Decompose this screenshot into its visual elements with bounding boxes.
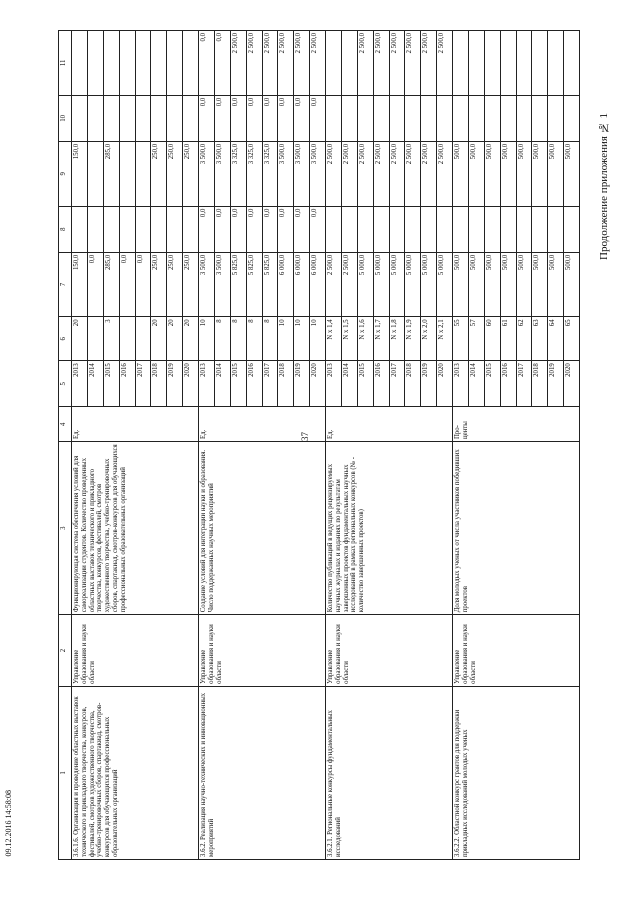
funding-cell-c11 [167, 31, 183, 96]
funding-cell-c8 [135, 206, 151, 252]
funding-cell-c11 [326, 31, 342, 96]
column-header: 5 [59, 361, 72, 407]
funding-cell-c9: 2 500,0 [437, 141, 453, 206]
indicator-value-cell: 60 [484, 317, 500, 361]
year-cell: 2019 [421, 361, 437, 407]
funding-cell-c10 [389, 95, 405, 141]
funding-cell-c11 [500, 31, 516, 96]
table-row [72, 31, 88, 860]
funding-cell-c11: 2 500,0 [405, 31, 421, 96]
funding-cell-c7: 500,0 [484, 252, 500, 317]
column-header: 3 [59, 442, 72, 615]
year-cell: 2020 [564, 361, 580, 407]
year-cell: 2020 [183, 361, 199, 407]
funding-cell-c9: 250,0 [151, 141, 167, 206]
funding-cell-c11: 2 500,0 [278, 31, 294, 96]
funding-cell-c9: 3 500,0 [294, 141, 310, 206]
funding-cell-c8 [468, 206, 484, 252]
funding-cell-c7: 5 000,0 [389, 252, 405, 317]
funding-cell-c7: 5 000,0 [405, 252, 421, 317]
executor-cell: Управление образования и науки области [453, 615, 580, 687]
funding-cell-c10 [167, 95, 183, 141]
funding-cell-c11 [183, 31, 199, 96]
funding-cell-c8 [516, 206, 532, 252]
funding-cell-c11 [341, 31, 357, 96]
funding-cell-c9 [87, 141, 103, 206]
funding-cell-c10: 0,0 [310, 95, 326, 141]
funding-cell-c9: 500,0 [468, 141, 484, 206]
year-cell: 2018 [278, 361, 294, 407]
funding-cell-c8 [119, 206, 135, 252]
executor-cell: Управление образования и науки области [326, 615, 453, 687]
year-cell: 2016 [246, 361, 262, 407]
funding-cell-c11 [135, 31, 151, 96]
funding-cell-c7: 500,0 [468, 252, 484, 317]
year-cell: 2013 [453, 361, 469, 407]
indicator-value-cell: 8 [214, 317, 230, 361]
funding-cell-c7: 3 500,0 [199, 252, 215, 317]
year-cell: 2019 [548, 361, 564, 407]
column-header: 8 [59, 206, 72, 252]
funding-cell-c9: 150,0 [72, 141, 88, 206]
funding-cell-c9: 3 325,0 [230, 141, 246, 206]
funding-cell-c7: 500,0 [564, 252, 580, 317]
event-cell: 3.6.2.2. Областной конкурс грантов для поддержки прикладных исследований молодых ученых [453, 686, 580, 859]
column-header: 7 [59, 252, 72, 317]
funding-cell-c8 [167, 206, 183, 252]
funding-cell-c10 [437, 95, 453, 141]
funding-cell-c8 [437, 206, 453, 252]
indicator-value-cell: 20 [72, 317, 88, 361]
funding-cell-c9: 500,0 [500, 141, 516, 206]
funding-cell-c9 [119, 141, 135, 206]
funding-cell-c10 [135, 95, 151, 141]
year-cell: 2013 [199, 361, 215, 407]
funding-cell-c11: 0,0 [199, 31, 215, 96]
indicator-value-cell: 65 [564, 317, 580, 361]
indicator-cell: Функционирующая система обеспечения условий для самореализации студентов. Количество проведенных областных выставок технического и прикладного творчества, конкурсов, фестивалей, смотров художественного творчества, учебно-тренировочных сборов, спартакиад, смотров-конкурсов для обучающихся профессиональных образовательных организаций [72, 442, 199, 615]
column-header: 6 [59, 317, 72, 361]
indicator-value-cell: 10 [278, 317, 294, 361]
funding-cell-c11: 2 500,0 [230, 31, 246, 96]
funding-cell-c11 [484, 31, 500, 96]
indicator-cell: Создание условий для интеграции науки и образования. Число поддержанных научных мероприятий [199, 442, 326, 615]
funding-cell-c11: 2 500,0 [294, 31, 310, 96]
funding-cell-c8 [532, 206, 548, 252]
year-cell: 2016 [119, 361, 135, 407]
funding-cell-c9: 2 500,0 [357, 141, 373, 206]
funding-cell-c10: 0,0 [294, 95, 310, 141]
indicator-value-cell: 20 [183, 317, 199, 361]
page-header: Продолжение приложения № 1 [598, 113, 610, 260]
funding-cell-c9: 3 325,0 [246, 141, 262, 206]
funding-cell-c7: 0,0 [135, 252, 151, 317]
funding-cell-c8 [103, 206, 119, 252]
funding-cell-c10 [548, 95, 564, 141]
funding-cell-c10 [500, 95, 516, 141]
funding-cell-c7: 5 000,0 [421, 252, 437, 317]
funding-cell-c8 [87, 206, 103, 252]
program-table-wrapper [58, 30, 580, 860]
funding-cell-c7: 2 500,0 [341, 252, 357, 317]
funding-cell-c8: 0,0 [278, 206, 294, 252]
funding-cell-c8 [183, 206, 199, 252]
indicator-value-cell: N x 2,0 [421, 317, 437, 361]
unit-cell: Про-центы [453, 407, 580, 442]
funding-cell-c10 [341, 95, 357, 141]
year-cell: 2016 [373, 361, 389, 407]
funding-cell-c9: 2 500,0 [373, 141, 389, 206]
funding-cell-c7: 5 825,0 [230, 252, 246, 317]
funding-cell-c7: 150,0 [72, 252, 88, 317]
funding-cell-c10 [326, 95, 342, 141]
print-timestamp: 09.12.2016 14:58:08 [4, 790, 13, 857]
unit-cell: Ед. [199, 407, 326, 442]
funding-cell-c9: 3 500,0 [199, 141, 215, 206]
table-row [326, 31, 342, 860]
indicator-cell: Количество публикаций в ведущих рецензируемых научных журналах и изданиях по результатам завершенных проектов фундаментальных научных исследований в рамках региональных конкурсов (№ - количество завершенных проектов) [326, 442, 453, 615]
funding-cell-c7: 6 000,0 [278, 252, 294, 317]
column-number-row [59, 31, 72, 860]
funding-cell-c11 [468, 31, 484, 96]
funding-cell-c7: 0,0 [87, 252, 103, 317]
funding-cell-c8 [500, 206, 516, 252]
funding-cell-c7: 250,0 [167, 252, 183, 317]
funding-cell-c8 [389, 206, 405, 252]
funding-cell-c8: 0,0 [214, 206, 230, 252]
indicator-value-cell: 20 [151, 317, 167, 361]
year-cell: 2014 [87, 361, 103, 407]
indicator-value-cell: 8 [246, 317, 262, 361]
funding-cell-c7: 285,0 [103, 252, 119, 317]
funding-cell-c10 [357, 95, 373, 141]
column-header: 1 [59, 686, 72, 859]
year-cell: 2014 [214, 361, 230, 407]
funding-cell-c8 [151, 206, 167, 252]
indicator-value-cell [119, 317, 135, 361]
column-header: 4 [59, 407, 72, 442]
funding-cell-c9: 3 325,0 [262, 141, 278, 206]
year-cell: 2018 [151, 361, 167, 407]
funding-cell-c11 [87, 31, 103, 96]
funding-cell-c11: 2 500,0 [246, 31, 262, 96]
funding-cell-c11 [151, 31, 167, 96]
indicator-value-cell: 57 [468, 317, 484, 361]
funding-cell-c10: 0,0 [230, 95, 246, 141]
funding-cell-c10 [564, 95, 580, 141]
funding-cell-c10 [183, 95, 199, 141]
funding-cell-c10 [532, 95, 548, 141]
unit-cell: Ед. [72, 407, 199, 442]
funding-cell-c11: 2 500,0 [437, 31, 453, 96]
column-header: 10 [59, 95, 72, 141]
funding-cell-c7: 5 000,0 [357, 252, 373, 317]
funding-cell-c7: 2 500,0 [326, 252, 342, 317]
indicator-value-cell: 62 [516, 317, 532, 361]
indicator-value-cell: 10 [310, 317, 326, 361]
funding-cell-c9: 2 500,0 [326, 141, 342, 206]
funding-cell-c10: 0,0 [262, 95, 278, 141]
funding-cell-c11 [516, 31, 532, 96]
indicator-value-cell: N x 1,7 [373, 317, 389, 361]
funding-cell-c9: 2 500,0 [341, 141, 357, 206]
program-table [58, 30, 580, 860]
table-body [72, 31, 580, 860]
indicator-value-cell: 3 [103, 317, 119, 361]
funding-cell-c8 [564, 206, 580, 252]
funding-cell-c11: 2 500,0 [262, 31, 278, 96]
funding-cell-c7: 500,0 [453, 252, 469, 317]
funding-cell-c9: 500,0 [484, 141, 500, 206]
executor-cell: Управление образования и науки области [72, 615, 199, 687]
indicator-value-cell: N x 1,5 [341, 317, 357, 361]
funding-cell-c9: 250,0 [167, 141, 183, 206]
funding-cell-c8: 0,0 [199, 206, 215, 252]
funding-cell-c10 [516, 95, 532, 141]
indicator-value-cell: 55 [453, 317, 469, 361]
funding-cell-c8: 0,0 [262, 206, 278, 252]
funding-cell-c8 [421, 206, 437, 252]
funding-cell-c11: 2 500,0 [310, 31, 326, 96]
funding-cell-c7: 3 500,0 [214, 252, 230, 317]
funding-cell-c8 [357, 206, 373, 252]
year-cell: 2015 [103, 361, 119, 407]
funding-cell-c7: 0,0 [119, 252, 135, 317]
funding-cell-c9: 2 500,0 [389, 141, 405, 206]
funding-cell-c9: 2 500,0 [421, 141, 437, 206]
funding-cell-c8: 0,0 [246, 206, 262, 252]
funding-cell-c9: 3 500,0 [278, 141, 294, 206]
funding-cell-c11: 2 500,0 [389, 31, 405, 96]
year-cell: 2015 [357, 361, 373, 407]
funding-cell-c10 [87, 95, 103, 141]
funding-cell-c11: 2 500,0 [373, 31, 389, 96]
funding-cell-c11: 2 500,0 [421, 31, 437, 96]
funding-cell-c7: 500,0 [500, 252, 516, 317]
funding-cell-c7: 250,0 [151, 252, 167, 317]
year-cell: 2018 [532, 361, 548, 407]
funding-cell-c8: 0,0 [310, 206, 326, 252]
funding-cell-c11 [532, 31, 548, 96]
year-cell: 2017 [262, 361, 278, 407]
funding-cell-c11 [72, 31, 88, 96]
table-row [199, 31, 215, 860]
funding-cell-c7: 500,0 [548, 252, 564, 317]
year-cell: 2019 [167, 361, 183, 407]
funding-cell-c9: 500,0 [564, 141, 580, 206]
funding-cell-c7: 5 825,0 [246, 252, 262, 317]
funding-cell-c10 [405, 95, 421, 141]
year-cell: 2020 [310, 361, 326, 407]
year-cell: 2013 [72, 361, 88, 407]
year-cell: 2016 [500, 361, 516, 407]
indicator-value-cell: 10 [294, 317, 310, 361]
funding-cell-c10 [72, 95, 88, 141]
indicator-value-cell: N x 1,9 [405, 317, 421, 361]
funding-cell-c8: 0,0 [294, 206, 310, 252]
year-cell: 2015 [230, 361, 246, 407]
year-cell: 2017 [135, 361, 151, 407]
year-cell: 2017 [516, 361, 532, 407]
funding-cell-c7: 6 000,0 [310, 252, 326, 317]
funding-cell-c7: 500,0 [516, 252, 532, 317]
funding-cell-c9: 500,0 [453, 141, 469, 206]
year-cell: 2015 [484, 361, 500, 407]
indicator-value-cell: 8 [230, 317, 246, 361]
funding-cell-c9 [135, 141, 151, 206]
funding-cell-c7: 5 825,0 [262, 252, 278, 317]
column-header: 9 [59, 141, 72, 206]
funding-cell-c8 [373, 206, 389, 252]
funding-cell-c8 [405, 206, 421, 252]
year-cell: 2013 [326, 361, 342, 407]
year-cell: 2014 [341, 361, 357, 407]
indicator-value-cell: 20 [167, 317, 183, 361]
funding-cell-c8 [72, 206, 88, 252]
funding-cell-c9: 3 500,0 [214, 141, 230, 206]
indicator-value-cell: 64 [548, 317, 564, 361]
executor-cell: Управление образования и науки области [199, 615, 326, 687]
indicator-value-cell [135, 317, 151, 361]
table-row [453, 31, 469, 860]
indicator-value-cell: N x 2,1 [437, 317, 453, 361]
column-header: 2 [59, 615, 72, 687]
funding-cell-c10: 0,0 [214, 95, 230, 141]
funding-cell-c10 [103, 95, 119, 141]
indicator-value-cell: 8 [262, 317, 278, 361]
funding-cell-c9: 500,0 [532, 141, 548, 206]
indicator-value-cell: N x 1,8 [389, 317, 405, 361]
funding-cell-c11 [548, 31, 564, 96]
funding-cell-c7: 250,0 [183, 252, 199, 317]
year-cell: 2018 [405, 361, 421, 407]
funding-cell-c9: 285,0 [103, 141, 119, 206]
funding-cell-c7: 6 000,0 [294, 252, 310, 317]
funding-cell-c9: 500,0 [516, 141, 532, 206]
year-cell: 2014 [468, 361, 484, 407]
funding-cell-c9: 2 500,0 [405, 141, 421, 206]
funding-cell-c7: 5 000,0 [373, 252, 389, 317]
unit-cell: Ед. [326, 407, 453, 442]
funding-cell-c10: 0,0 [199, 95, 215, 141]
year-cell: 2020 [437, 361, 453, 407]
funding-cell-c11 [119, 31, 135, 96]
indicator-value-cell: N x 1,6 [357, 317, 373, 361]
funding-cell-c10 [373, 95, 389, 141]
indicator-value-cell: N x 1,4 [326, 317, 342, 361]
indicator-value-cell: 10 [199, 317, 215, 361]
year-cell: 2019 [294, 361, 310, 407]
funding-cell-c11 [103, 31, 119, 96]
event-cell: 3.6.2.1. Региональные конкурсы фундаментальных исследований [326, 686, 453, 859]
funding-cell-c10 [151, 95, 167, 141]
funding-cell-c8 [484, 206, 500, 252]
funding-cell-c7: 5 000,0 [437, 252, 453, 317]
funding-cell-c11: 2 500,0 [357, 31, 373, 96]
funding-cell-c11 [564, 31, 580, 96]
funding-cell-c10 [468, 95, 484, 141]
funding-cell-c10 [119, 95, 135, 141]
funding-cell-c10 [484, 95, 500, 141]
indicator-value-cell [87, 317, 103, 361]
event-cell: 3.6.1.6. Организация и проведение областных выставок технического и прикладного творчества, конкурсов, фестивалей, смотров художественного творчества, учебно-тренировочных сборов, спартакиад, смотров-конкурсов для обучающихся профессиональных образовательных организаций [72, 686, 199, 859]
event-cell: 3.6.2. Реализация научно-технических и инновационных мероприятий [199, 686, 326, 859]
funding-cell-c7: 500,0 [532, 252, 548, 317]
funding-cell-c11 [453, 31, 469, 96]
funding-cell-c8 [453, 206, 469, 252]
funding-cell-c8 [548, 206, 564, 252]
funding-cell-c9: 250,0 [183, 141, 199, 206]
funding-cell-c8: 0,0 [230, 206, 246, 252]
indicator-value-cell: 63 [532, 317, 548, 361]
page-number: 37 [300, 432, 310, 441]
column-header: 11 [59, 31, 72, 96]
funding-cell-c9: 3 500,0 [310, 141, 326, 206]
funding-cell-c10: 0,0 [278, 95, 294, 141]
funding-cell-c10 [421, 95, 437, 141]
funding-cell-c10: 0,0 [246, 95, 262, 141]
indicator-cell: Доля молодых ученых от числа участников победивших проектов [453, 442, 580, 615]
year-cell: 2017 [389, 361, 405, 407]
funding-cell-c10 [453, 95, 469, 141]
funding-cell-c11: 0,0 [214, 31, 230, 96]
funding-cell-c8 [341, 206, 357, 252]
funding-cell-c8 [326, 206, 342, 252]
funding-cell-c9: 500,0 [548, 141, 564, 206]
indicator-value-cell: 61 [500, 317, 516, 361]
